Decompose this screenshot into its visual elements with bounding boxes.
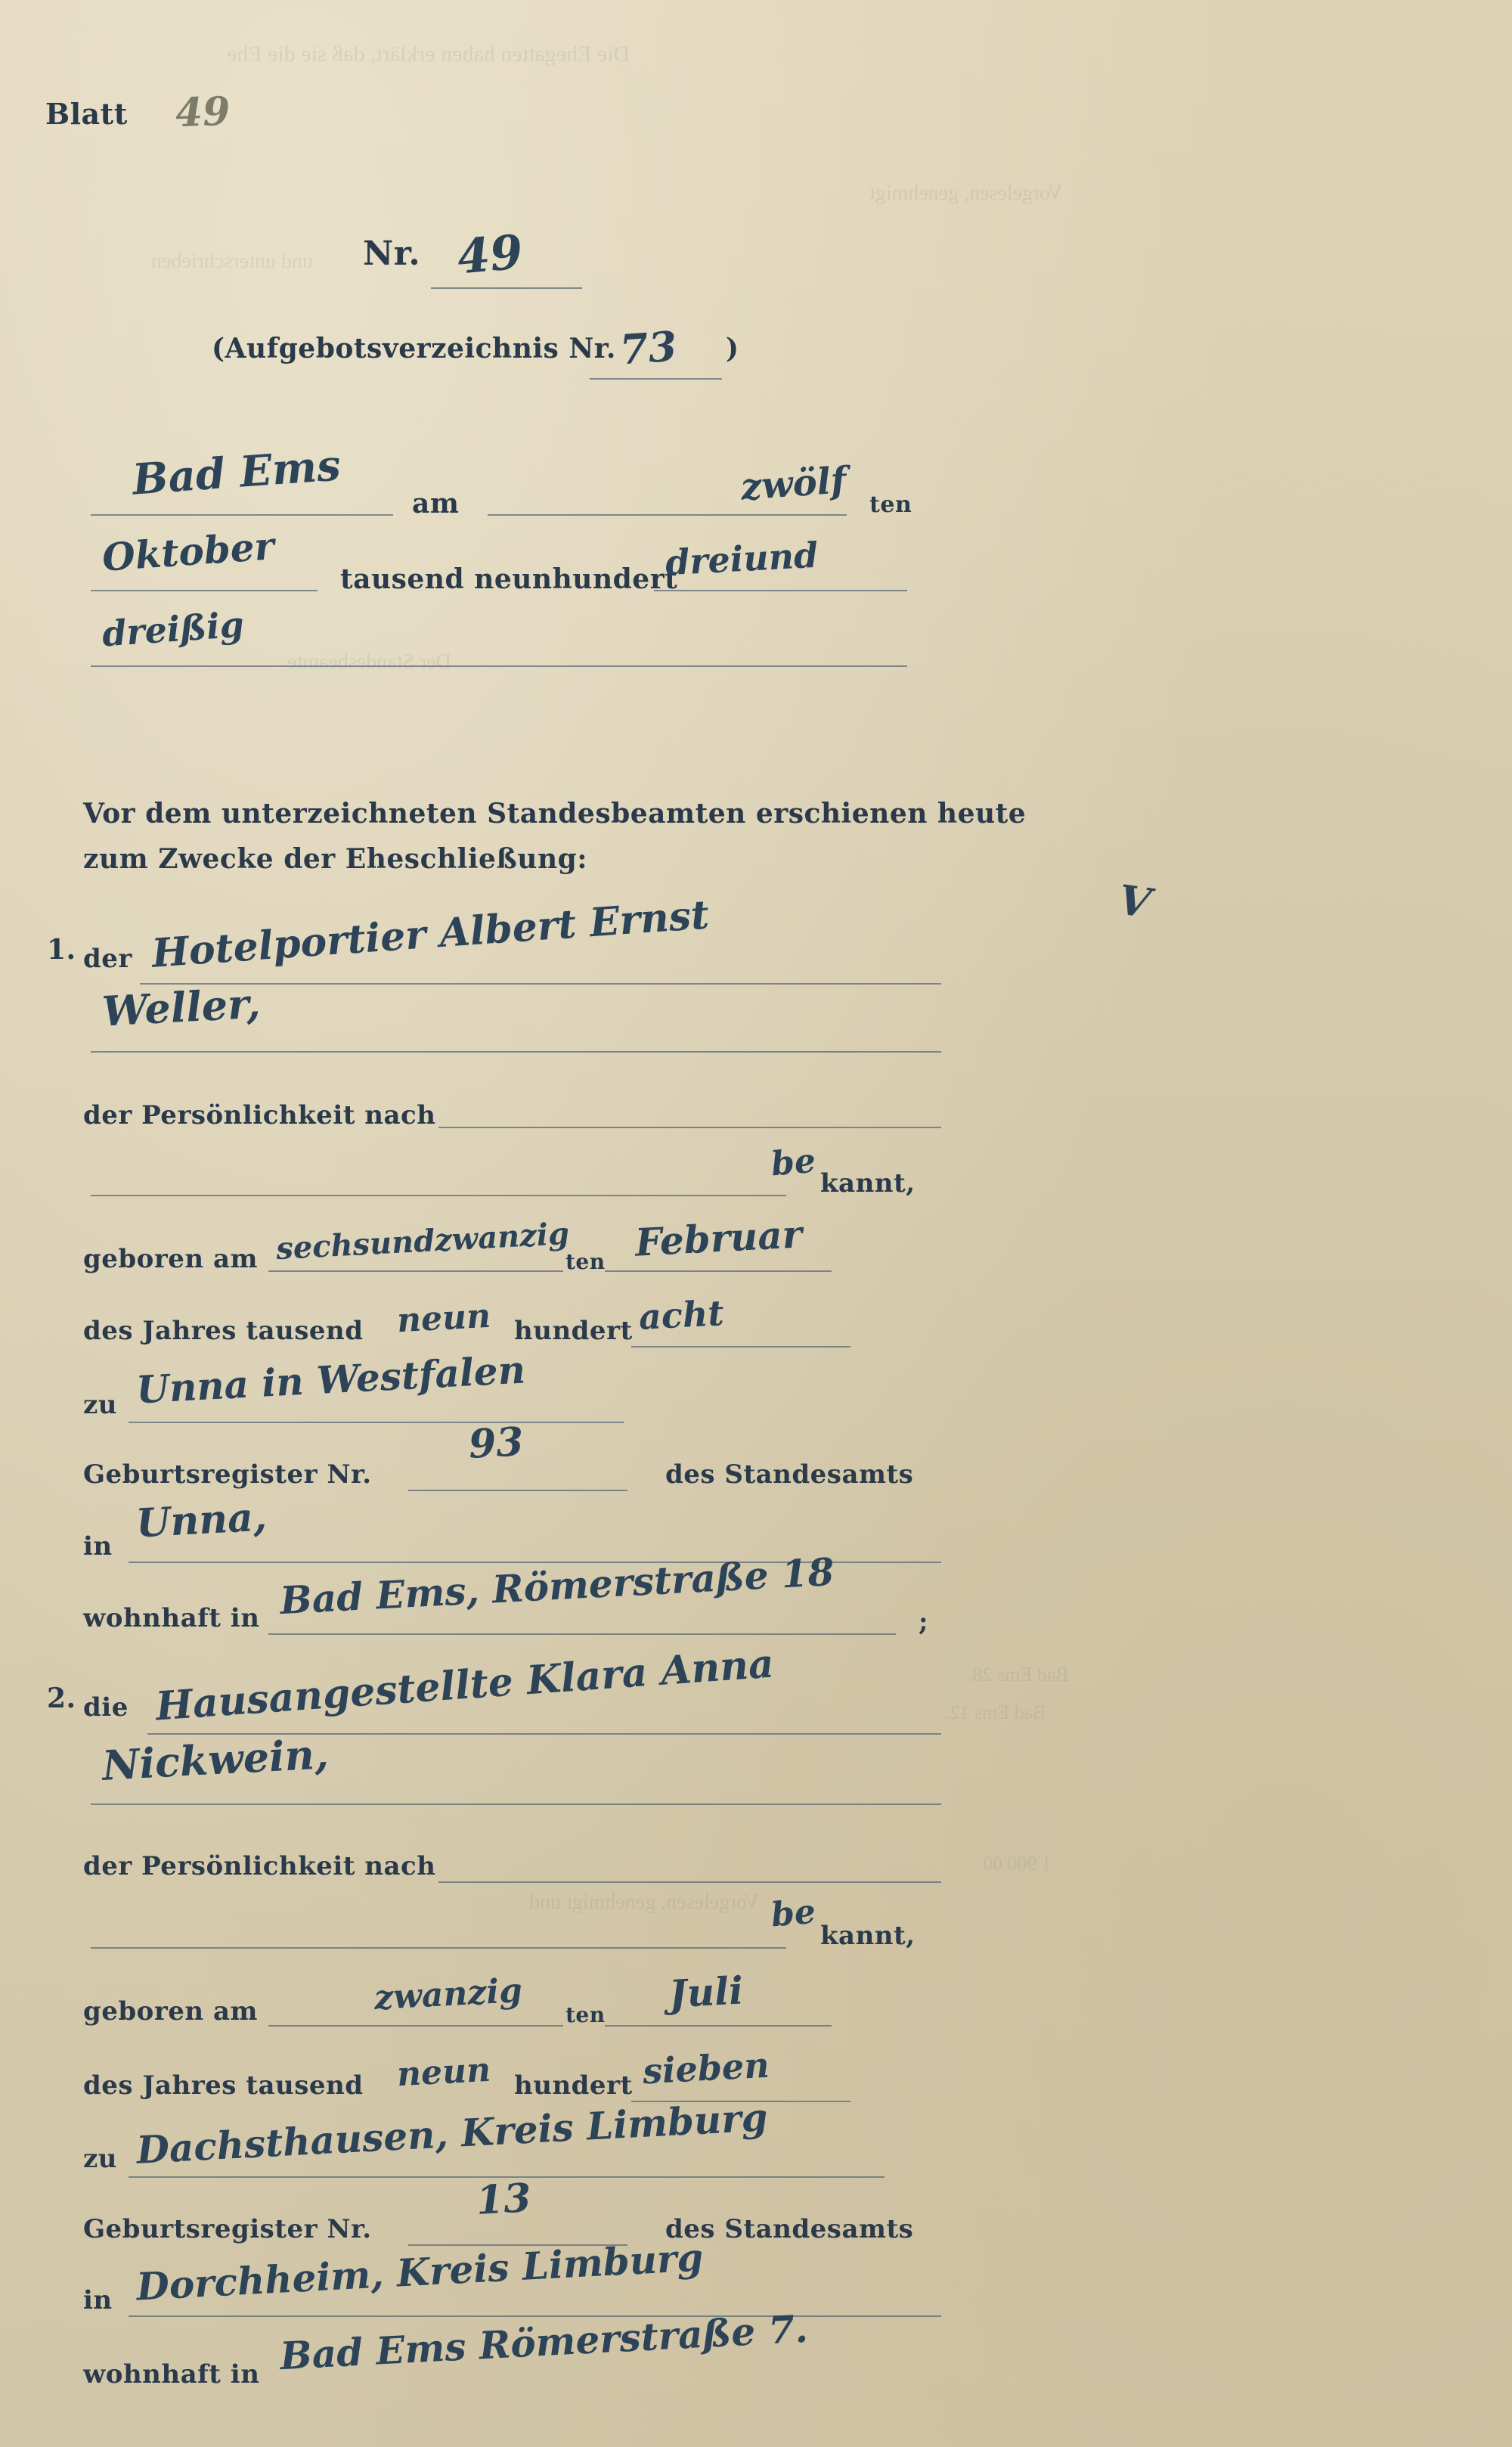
entry-label: Nr. [363,234,421,273]
year-rule-1 [654,590,907,591]
person-2-surname-rule [91,1803,941,1805]
person-2-year-word-2: sieben [641,2044,770,2092]
bleed-through-text: Bad Ems 28. [968,1664,1069,1686]
person-1-in-label: in [83,1531,113,1562]
person-1-birth-place: Unna in Westfalen [135,1347,527,1413]
person-2-registry-office-rule [129,2315,941,2317]
bleed-through-text: Bad Ems 12. [945,1701,1046,1723]
person-1-birth-day: sechsundzwanzig [275,1215,571,1267]
person-1-registry-office: Unna, [135,1493,268,1547]
person-1-residence: Bad Ems, Römerstraße 18 [278,1549,835,1624]
person-2-registry-office-label: des Standesamts [665,2214,914,2244]
person-1-place-label: zu [83,1390,118,1420]
banns-number-rule [590,378,722,380]
person-1-identity-label: der Persönlichkeit nach [83,1100,436,1130]
person-2-birth-place: Dachsthausen, Kreis Limburg [135,2095,769,2173]
person-1-name-rule [140,983,941,985]
bleed-through-text: Die Ehegatten haben erklärt, daß sie die Ehe [227,42,631,67]
person-2-occupation-name: Hausangestellte Klara Anna [153,1640,776,1730]
person-1-year-word-2: acht [637,1292,725,1338]
am-label: am [412,488,460,519]
preamble-line-2: zum Zwecke der Eheschließung: [83,843,588,875]
year-rule-2 [91,665,907,667]
person-2-index: 2. [47,1683,76,1714]
person-1-semicolon: ; [919,1607,929,1637]
bleed-through-text: und unterschrieben [151,250,313,273]
person-1-year-word-1: neun [395,1296,492,1341]
person-2-identity-value: be [769,1892,817,1935]
bleed-through-text: Vorgelesen, genehmigt [869,181,1063,205]
person-1-identity-known: kannt, [820,1168,916,1199]
person-2-identity-known: kannt, [820,1921,916,1951]
person-1-register-label: Geburtsregister Nr. [83,1459,372,1490]
bleed-through-text: 1 900 00 [983,1853,1052,1875]
sheet-number: 49 [174,88,231,137]
margin-check-mark: V [1115,875,1154,928]
person-2-year-label-2: hundert [514,2070,633,2101]
banns-close: ) [726,333,739,364]
bleed-through-text: Vorgelesen, genehmigt und [529,1890,760,1914]
person-2-residence: Bad Ems Römerstraße 7. [278,2306,810,2379]
person-2-ten-suffix: ten [565,2002,606,2027]
person-1-birthplace-rule [129,1422,624,1423]
person-1-ten-suffix: ten [565,1249,606,1274]
person-1-born-label: geboren am [83,1244,258,1274]
person-2-place-label: zu [83,2144,118,2174]
ten-suffix: ten [869,492,912,518]
person-1-identity-rule [438,1127,941,1128]
person-1-surname: Weller, [101,978,262,1036]
person-1-occupation-name: Hotelportier Albert Ernst [150,892,711,977]
bleed-through-text: Der Standesbeamte [287,650,451,674]
month-rule [91,590,318,591]
day-rule [488,514,847,516]
day-value: zwölf [739,459,848,509]
banns-number: 73 [618,321,679,374]
person-2-birth-month: Juli [668,1968,745,2017]
sheet-label: Blatt [45,97,128,131]
person-2-register-label: Geburtsregister Nr. [83,2214,372,2244]
person-2-article: die [83,1692,129,1723]
preamble-line-1: Vor dem unterzeichneten Standesbeamten erschienen heute [83,798,1027,830]
place-value: Bad Ems [131,440,342,505]
entry-number: 49 [454,224,525,285]
person-2-identity-rule [438,1881,941,1883]
person-2-register-number: 13 [475,2175,532,2224]
person-1-registry-office-label: des Standesamts [665,1459,914,1490]
person-1-residence-rule [268,1633,896,1635]
person-1-birth-month: Februar [634,1211,804,1265]
year-prefix-label: tausend neunhundert [340,563,678,595]
year-words-2: dreißig [101,603,246,655]
banns-label: (Aufgebotsverzeichnis Nr. [212,333,616,364]
person-1-article: der [83,944,132,974]
person-2-identity-label: der Persönlichkeit nach [83,1851,436,1881]
person-1-birthday-rule [268,1270,563,1272]
person-2-identity-rule-2 [91,1947,786,1949]
month-value: Oktober [101,523,276,580]
person-1-year-label-1: des Jahres tausend [83,1316,364,1346]
person-2-birthmonth-rule [605,2025,832,2027]
person-1-index: 1. [47,934,76,966]
person-2-registry-office: Dorchheim, Kreis Limburg [135,2235,705,2309]
person-2-birth-day: zwanzig [373,1971,524,2018]
year-words-1: dreiund [664,534,820,584]
person-2-birthday-rule [268,2025,563,2027]
person-1-year-rule [631,1346,850,1348]
person-2-year-label-1: des Jahres tausend [83,2070,364,2101]
person-2-born-label: geboren am [83,1996,258,2027]
person-1-surname-rule [91,1051,941,1053]
person-2-year-word-1: neun [395,2050,492,2095]
person-1-register-rule [408,1490,627,1491]
person-1-residence-label: wohnhaft in [83,1603,260,1633]
entry-number-rule [431,287,582,289]
person-1-register-number: 93 [467,1419,525,1468]
person-1-identity-value: be [769,1141,817,1184]
person-1-year-label-2: hundert [514,1316,633,1346]
person-1-identity-rule-2 [91,1195,786,1196]
person-2-residence-label: wohnhaft in [83,2359,260,2390]
person-2-in-label: in [83,2285,113,2315]
person-2-surname: Nickwein, [101,1729,330,1790]
place-rule [91,514,393,516]
person-1-birthmonth-rule [605,1270,832,1272]
